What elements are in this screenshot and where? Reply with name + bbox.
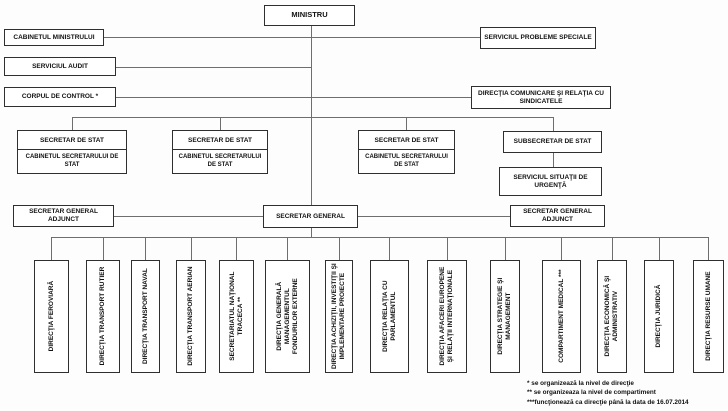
- footnote-3: ***funcţionează ca direcţie până la data de 16.07.2014: [527, 398, 689, 406]
- node-directia-comunicare-sindicate: DIRECŢIA COMUNICARE ŞI RELAŢIA CU SINDICATELE: [471, 86, 611, 109]
- node-corpul-de-control: CORPUL DE CONTROL *: [4, 87, 116, 107]
- connector-line: [553, 117, 554, 131]
- dept-directia-afaceri-europene: [427, 260, 467, 373]
- connector-line: [51, 237, 52, 260]
- connector-line: [406, 117, 407, 130]
- connector-line: [116, 97, 471, 98]
- connector-line: [311, 228, 312, 237]
- connector-line: [220, 117, 221, 130]
- connector-line: [339, 237, 340, 260]
- node-secretar-de-stat-1: [17, 130, 127, 174]
- connector-line: [51, 237, 708, 238]
- dept-directia-resurse-umane: [693, 260, 724, 373]
- connector-line: [191, 237, 192, 260]
- node-secretar-general-adjunct-left: SECRETAR GENERAL ADJUNCT: [13, 205, 114, 227]
- node-secretar-general: SECRETAR GENERAL: [263, 205, 358, 228]
- node-secretar-de-stat-3: [358, 130, 455, 174]
- cabinet-secretarului-label: CABINETUL SECRETARULUI DE STAT: [365, 154, 448, 168]
- dept-directia-feroviara: [34, 260, 69, 373]
- dept-directia-economica-administrativ: [597, 260, 627, 373]
- connector-line: [612, 237, 613, 260]
- dept-directia-relatia-parlamentul: [370, 260, 409, 373]
- node-secretar-de-stat-2: [172, 130, 268, 174]
- footnote-1: * se organizează la nivel de direcţie: [527, 380, 634, 387]
- node-serviciul-audit: SERVICIUL AUDIT: [4, 57, 116, 76]
- connector-line: [505, 237, 506, 260]
- dept-label: DIRECŢIA AFACERI EUROPENE ŞI RELAŢII INTERNAŢIONALE: [438, 267, 454, 366]
- dept-directia-generala-fonduri-externe: [265, 260, 310, 373]
- connector-line: [708, 237, 709, 260]
- connector-line: [389, 237, 390, 260]
- dept-label: DIRECŢIA FEROVIARĂ: [47, 281, 55, 352]
- secretar-de-stat-title: SECRETAR DE STAT: [359, 131, 454, 150]
- connector-line: [236, 237, 237, 260]
- connector-line: [116, 67, 312, 68]
- connector-line: [72, 117, 73, 130]
- dept-directia-juridica: [644, 260, 674, 373]
- connector-line: [553, 153, 554, 167]
- dept-label: DIRECŢIA RELAŢIA CU PARLAMENTUL: [381, 280, 397, 353]
- cabinet-secretarului-label: CABINETUL SECRETARULUI DE STAT: [178, 154, 262, 168]
- dept-label: SECRETARIATUL NAŢIONAL TRACECA **: [228, 271, 244, 362]
- connector-line: [561, 237, 562, 260]
- node-secretar-general-adjunct-right: SECRETAR GENERAL ADJUNCT: [510, 205, 605, 227]
- dept-directia-transport-naval: [131, 260, 160, 373]
- dept-label: DIRECŢIA JURIDICĂ: [654, 285, 662, 348]
- cabinet-secretarului-label: CABINETUL SECRETARULUI DE STAT: [25, 154, 119, 168]
- dept-label: DIRECŢIA TRANSPORT AERIAN: [186, 266, 194, 367]
- dept-secretariatul-national-traceca: [219, 260, 254, 373]
- secretar-de-stat-title: SECRETAR DE STAT: [18, 131, 126, 150]
- connector-line: [145, 237, 146, 260]
- dept-directia-transport-aerian: [176, 260, 206, 373]
- dept-compartiment-medical: [542, 260, 581, 373]
- dept-label: DIRECŢIA TRANSPORT NAVAL: [141, 268, 149, 365]
- node-cabinetul-ministrului: CABINETUL MINISTRULUI: [4, 29, 104, 46]
- dept-directia-transport-rutier: [86, 260, 120, 373]
- dept-label: DIRECŢIA GENERALĂ MANAGEMENTUL FONDURILOR EXTERNE: [275, 278, 299, 355]
- connector-line: [103, 237, 104, 260]
- dept-directia-strategie-management: [490, 260, 520, 373]
- connector-line: [104, 37, 480, 38]
- node-serviciul-probleme-speciale: SERVICIUL PROBLEME SPECIALE: [480, 27, 596, 49]
- secretar-de-stat-title: SECRETAR DE STAT: [173, 131, 267, 150]
- node-subsecretar-de-stat: SUBSECRETAR DE STAT: [503, 131, 602, 153]
- dept-label: DIRECŢIA ACHIZIŢII, INVESTIŢII ŞI IMPLEMENTARE PROIECTE: [330, 263, 346, 370]
- connector-line: [311, 26, 312, 205]
- node-serviciul-situatii-urgenta: SERVICIUL SITUAŢII DE URGENŢĂ: [499, 167, 602, 196]
- footnotes: [527, 379, 689, 407]
- dept-directia-achizitii-investitii: [325, 260, 353, 373]
- connector-line: [358, 216, 510, 217]
- connector-line: [447, 237, 448, 260]
- connector-line: [72, 117, 553, 118]
- dept-label: DIRECŢIA STRATEGIE ŞI MANAGEMENT: [496, 278, 512, 355]
- node-ministru: MINISTRU: [264, 5, 355, 26]
- dept-label: DIRECŢIA ECONOMICĂ ŞI ADMINISTRATIV: [603, 276, 619, 357]
- dept-label: DIRECŢIA RESURSE UMANE: [704, 271, 712, 362]
- footnote-2: ** se organizeaza la nivel de compartiment: [527, 389, 656, 397]
- dept-label: COMPARTIMENT MEDICAL ***: [557, 269, 565, 364]
- connector-line: [114, 216, 263, 217]
- connector-line: [659, 237, 660, 260]
- dept-label: DIRECŢIA TRANSPORT RUTIER: [98, 267, 106, 366]
- connector-line: [287, 237, 288, 260]
